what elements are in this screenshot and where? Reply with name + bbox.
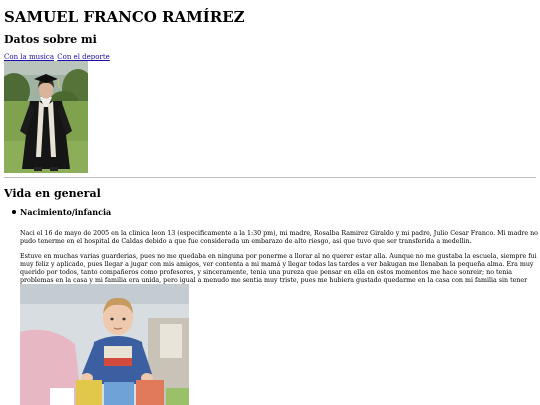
list-item-label: Nacimiento/infancia [20,207,112,217]
life-heading: Vida en general [4,187,101,200]
page [4,0,536,405]
list-item [12,207,111,217]
childhood-photo [20,284,189,405]
link-music[interactable]: Con la musica [4,53,55,61]
about-heading: Datos sobre mi [4,33,97,46]
graduation-photo [4,61,88,173]
paragraph-birth: Naci el 16 de mayo de 2005 en la clinica leon 13 (especificamente a la 1:30 pm), mi madre, Rosalba Ramirez Giraldo y mi padre, Julio Cesar Franco. Mi madre no pudo tenerme en el hospital de Caldas debido a que fue considerada un embarazo de alto riesgo, asi que tuvo que ser transferida a medellin. [20,230,538,246]
link-sport[interactable]: Con el deporte [57,53,110,61]
paragraph-childhood: Estuve en muchas varias guarderias, pues no me quedaba en ninguna por ponerme a llorar al no querer estar alla. Aunque no me gustaba la escuela, siempre fui muy feliz y aplicado, pues llegar a jugar con mis amigos, ver contenta a mi mamá y llegar todas las tardes a ver bakugan me llenaban la pequeña alma. Era muy querido por todos, tanto compañeros como profesores, y sinceramente, tenia una pureza que pensar en ella en estos momentos me hace sonreir; no tenia problemas en la casa y mi familia era unida, pero igual a menudo me sentia muy triste, pues me hubiera gustado quedarme en la casa con mi familia sin tener [20,253,537,285]
bullet-icon [12,210,16,214]
about-links [4,53,111,61]
section-divider [4,177,536,178]
page-title: SAMUEL FRANCO RAMÍREZ [4,8,245,26]
